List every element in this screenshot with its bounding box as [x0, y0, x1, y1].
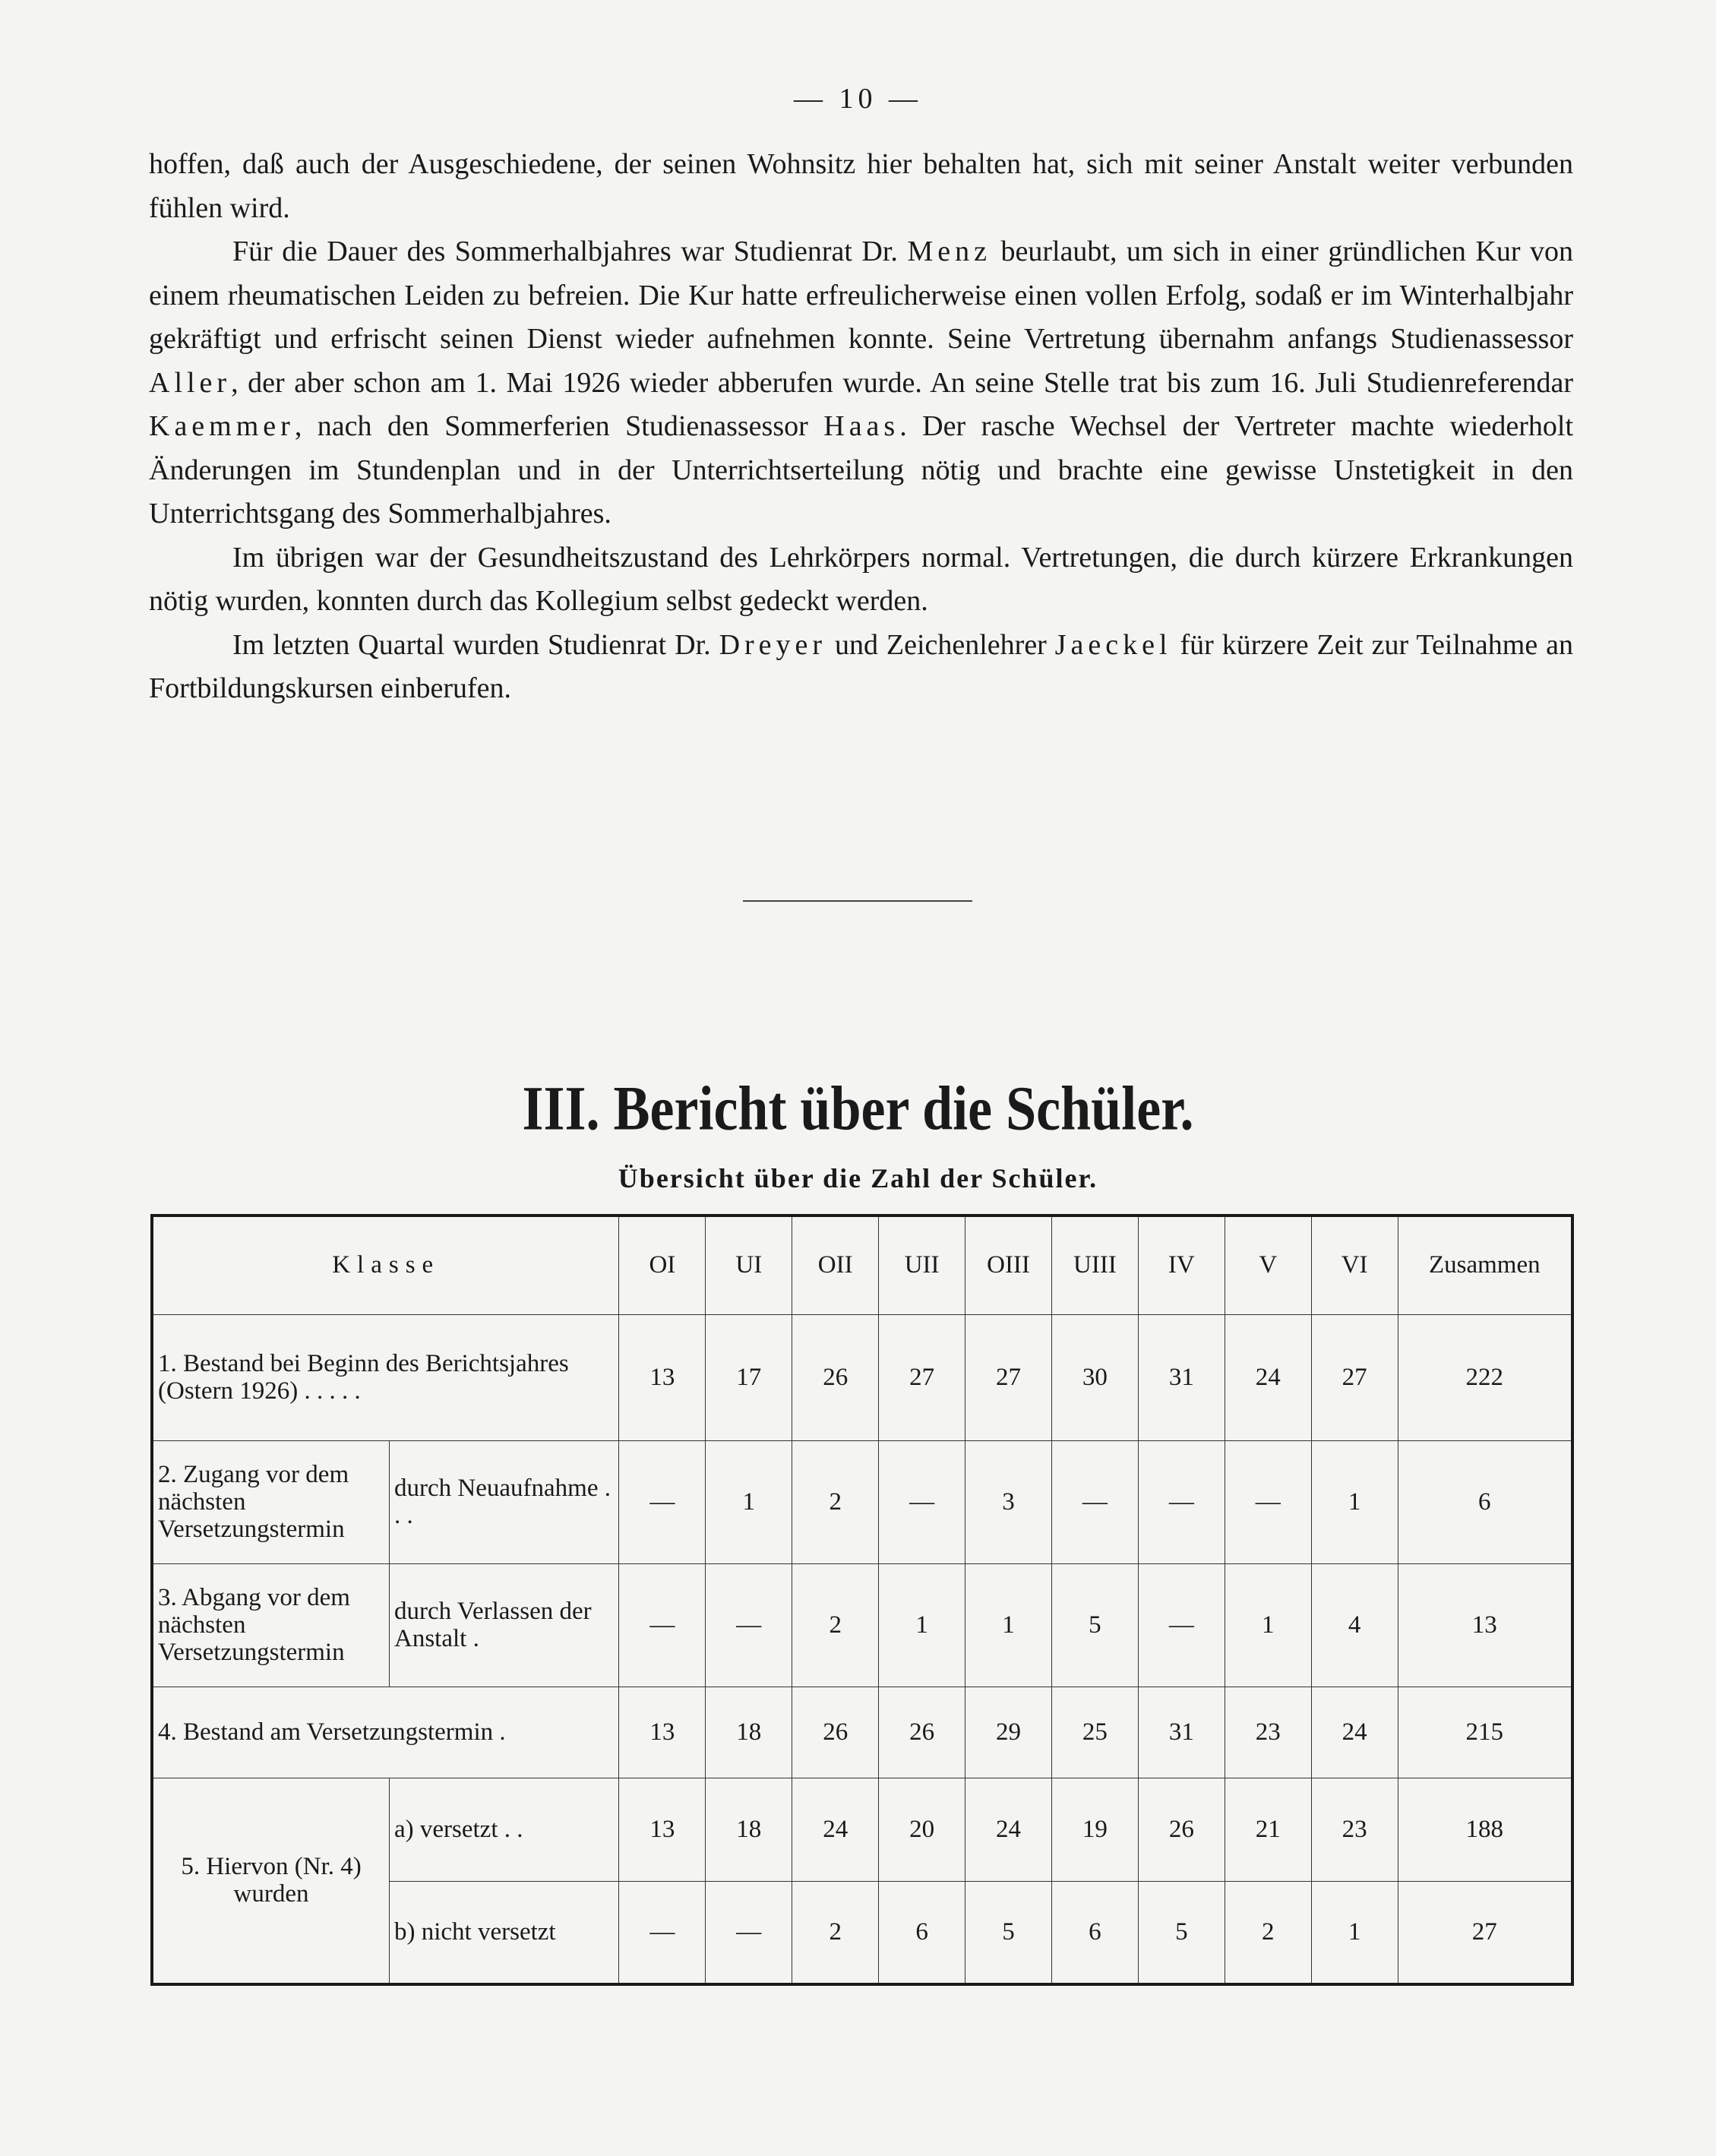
name-haas: Haas — [823, 410, 900, 442]
name-aller: Aller — [149, 366, 232, 399]
table-cell: 27 — [1398, 1881, 1572, 1984]
table-cell: 6 — [879, 1881, 965, 1984]
table-cell: — — [1225, 1440, 1311, 1563]
table-cell: 2 — [792, 1440, 879, 1563]
column-header: OIII — [965, 1216, 1052, 1314]
column-header: UII — [879, 1216, 965, 1314]
table-cell: 13 — [1398, 1563, 1572, 1687]
table-cell: 31 — [1138, 1687, 1225, 1778]
table-cell: 26 — [879, 1687, 965, 1778]
table-cell: 23 — [1225, 1687, 1311, 1778]
row-sublabel: durch Neuaufnahme . . . — [390, 1440, 619, 1563]
table-cell: 25 — [1051, 1687, 1138, 1778]
table-cell: 18 — [706, 1778, 792, 1881]
row-label: 1. Bestand bei Beginn des Berichtsjahres (Ostern 1926) . . . . . — [152, 1314, 619, 1440]
paragraph-4: Im letzten Quartal wurden Studienrat Dr. Dreyer und Zeichenlehrer Jaeckel für kürzere Zeit zur Teilnahme an Fortbildungskursen einberufen. — [149, 628, 1573, 704]
table-cell: 1 — [706, 1440, 792, 1563]
table-cell: 26 — [792, 1314, 879, 1440]
table-cell: 27 — [965, 1314, 1052, 1440]
table-cell: 21 — [1225, 1778, 1311, 1881]
table-cell: 31 — [1138, 1314, 1225, 1440]
table-cell: 13 — [619, 1314, 706, 1440]
column-header: Zusammen — [1398, 1216, 1572, 1314]
paragraph-2: Für die Dauer des Sommerhalbjahres war Studienrat Dr. Menz beurlaubt, um sich in einer gründlichen Kur von einem rheumatischen Leiden zu befreien. Die Kur hatte erfreulicherweise einen vollen Erfolg, sodaß er im Winterhalbjahr gekräftigt und erfrischt seinen Dienst wieder aufnehmen konnte. Seine Vertretung übernahm anfangs Studienassessor Aller, der aber schon am 1. Mai 1926 wieder abberufen wurde. An seine Stelle trat bis zum 16. Juli Studienreferendar Kaemmer, nach den Sommerferien Studienassessor Haas. Der rasche Wechsel der Vertreter machte wiederholt Änderungen im Stundenplan und in der Unterrichtserteilung nötig und brachte eine gewisse Unstetigkeit in den Unterrichtsgang des Sommerhalbjahres. — [149, 236, 1573, 530]
table-cell: 13 — [619, 1687, 706, 1778]
table-row — [152, 1687, 1572, 1778]
table-cell: — — [1138, 1440, 1225, 1563]
table-cell: 13 — [619, 1778, 706, 1881]
table-cell: 1 — [1225, 1563, 1311, 1687]
table-cell: — — [706, 1563, 792, 1687]
name-kaemmer: Kaemmer — [149, 410, 295, 442]
table-header-row — [152, 1216, 1572, 1314]
row-sublabel: b) nicht versetzt — [390, 1881, 619, 1984]
table-cell: 1 — [1311, 1881, 1398, 1984]
table-cell: 5 — [1051, 1563, 1138, 1687]
column-header: VI — [1311, 1216, 1398, 1314]
table-cell: 1 — [879, 1563, 965, 1687]
page-number: — 10 — — [794, 83, 922, 115]
column-header: OI — [619, 1216, 706, 1314]
table-cell: 18 — [706, 1687, 792, 1778]
table-cell: 24 — [792, 1778, 879, 1881]
table-cell: 6 — [1051, 1881, 1138, 1984]
name-dreyer: Dreyer — [719, 628, 827, 661]
row-label: 5. Hiervon (Nr. 4) wurden — [152, 1778, 390, 1984]
header-klasse: Klasse — [152, 1216, 619, 1314]
column-header: IV — [1138, 1216, 1225, 1314]
body-text — [149, 143, 1573, 711]
section-divider — [743, 900, 972, 902]
table-cell: — — [1051, 1440, 1138, 1563]
column-header: UI — [706, 1216, 792, 1314]
paragraph-1: hoffen, daß auch der Ausgeschiedene, der seinen Wohnsitz hier behalten hat, sich mit seiner Anstalt weiter verbunden fühlen wird. — [149, 148, 1573, 224]
table-cell: 215 — [1398, 1687, 1572, 1778]
column-header: OII — [792, 1216, 879, 1314]
table-cell: — — [619, 1440, 706, 1563]
section-title: III. Bericht über die Schüler. — [522, 1073, 1194, 1143]
table-cell: 2 — [792, 1881, 879, 1984]
table-row — [152, 1563, 1572, 1687]
table-row — [152, 1440, 1572, 1563]
column-header: UIII — [1051, 1216, 1138, 1314]
table-cell: 3 — [965, 1440, 1052, 1563]
table-cell: 5 — [965, 1881, 1052, 1984]
table-cell: — — [619, 1881, 706, 1984]
table-row — [152, 1314, 1572, 1440]
row-label: 4. Bestand am Versetzungstermin . — [152, 1687, 619, 1778]
table-cell: 29 — [965, 1687, 1052, 1778]
table-cell: 23 — [1311, 1778, 1398, 1881]
table-cell: 222 — [1398, 1314, 1572, 1440]
table-cell: 1 — [965, 1563, 1052, 1687]
table-cell: 24 — [1311, 1687, 1398, 1778]
table-cell: 26 — [792, 1687, 879, 1778]
table-cell: 19 — [1051, 1778, 1138, 1881]
table-cell: — — [1138, 1563, 1225, 1687]
row-label: 2. Zugang vor dem nächsten Versetzungstermin — [152, 1440, 390, 1563]
table-cell: 5 — [1138, 1881, 1225, 1984]
student-count-table — [150, 1214, 1574, 1986]
table-cell: 26 — [1138, 1778, 1225, 1881]
table-cell: 24 — [965, 1778, 1052, 1881]
table-cell: 1 — [1311, 1440, 1398, 1563]
table-cell: 24 — [1225, 1314, 1311, 1440]
table-cell: 20 — [879, 1778, 965, 1881]
table-cell: 30 — [1051, 1314, 1138, 1440]
name-menz: Menz — [907, 236, 991, 267]
table-cell: — — [619, 1563, 706, 1687]
table-cell: 6 — [1398, 1440, 1572, 1563]
paragraph-3: Im übrigen war der Gesundheitszustand des Lehrkörpers normal. Vertretungen, die durch kürzere Erkrankungen nötig wurden, konnten durch das Kollegium selbst gedeckt werden. — [149, 541, 1573, 617]
table-cell: — — [706, 1881, 792, 1984]
table-cell: 4 — [1311, 1563, 1398, 1687]
table-cell: 27 — [1311, 1314, 1398, 1440]
column-header: V — [1225, 1216, 1311, 1314]
table-cell: 27 — [879, 1314, 965, 1440]
row-sublabel: a) versetzt . . — [390, 1778, 619, 1881]
table-cell: 2 — [1225, 1881, 1311, 1984]
row-sublabel: durch Verlassen der Anstalt . — [390, 1563, 619, 1687]
name-jaeckel: Jaeckel — [1054, 628, 1172, 661]
table-cell: 2 — [792, 1563, 879, 1687]
table-title: Übersicht über die Zahl der Schüler. — [618, 1163, 1098, 1193]
table-row — [152, 1778, 1572, 1881]
table-cell: — — [879, 1440, 965, 1563]
table-cell: 17 — [706, 1314, 792, 1440]
table-cell: 188 — [1398, 1778, 1572, 1881]
row-label: 3. Abgang vor dem nächsten Versetzungstermin — [152, 1563, 390, 1687]
